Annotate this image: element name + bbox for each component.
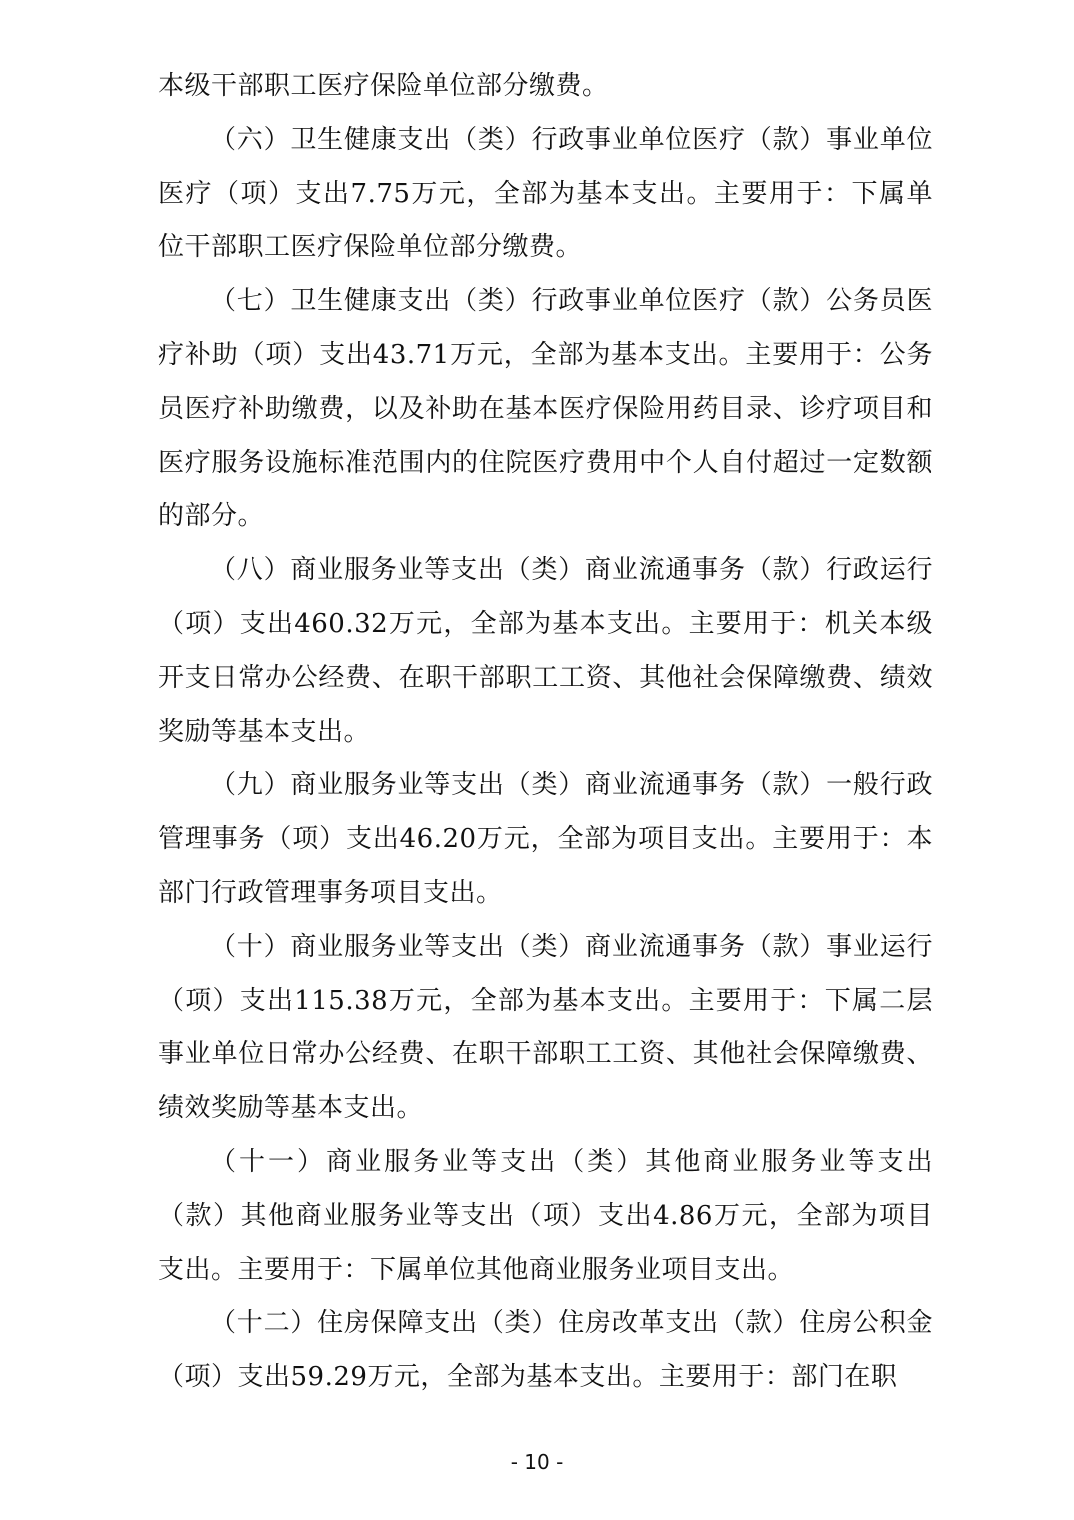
paragraph-item-8: （八）商业服务业等支出（类）商业流通事务（款）行政运行（项）支出460.32万元，全部为基本支出。主要用于：机关本级开支日常办公经费、在职干部职工工资、其他社会保障缴费、绩效奖励等基本支出。 [158,555,933,747]
paragraph-item-7: （七）卫生健康支出（类）行政事业单位医疗（款）公务员医疗补助（项）支出43.71万元，全部为基本支出。主要用于：公务员医疗补助缴费，以及补助在基本医疗保险用药目录、诊疗项目和医疗服务设施标准范围内的住院医疗费用中个人自付超过一定数额的部分。 [158,286,933,532]
paragraph-item-11: （十一）商业服务业等支出（类）其他商业服务业等支出（款）其他商业服务业等支出（项）支出4.86万元，全部为项目支出。主要用于：下属单位其他商业服务业项目支出。 [158,1146,933,1285]
paragraph-item-6: （六）卫生健康支出（类）行政事业单位医疗（款）事业单位医疗（项）支出7.75万元，全部为基本支出。主要用于：下属单位干部职工医疗保险单位部分缴费。 [158,124,933,263]
page-number: - 10 - [510,1450,564,1474]
paragraph-item-10: （十）商业服务业等支出（类）商业流通事务（款）事业运行（项）支出115.38万元，全部为基本支出。主要用于：下属二层事业单位日常办公经费、在职干部职工工资、其他社会保障缴费、绩效奖励等基本支出。 [158,931,933,1124]
paragraph-item-12: （十二）住房保障支出（类）住房改革支出（款）住房公积金（项）支出59.29万元，全部为基本支出。主要用于：部门在职 [158,1308,933,1393]
paragraph-continuation: 本级干部职工医疗保险单位部分缴费。 [158,71,609,101]
document-body [158,60,933,1405]
paragraph-item-9: （九）商业服务业等支出（类）商业流通事务（款）一般行政管理事务（项）支出46.20万元，全部为项目支出。主要用于：本部门行政管理事务项目支出。 [158,770,933,908]
